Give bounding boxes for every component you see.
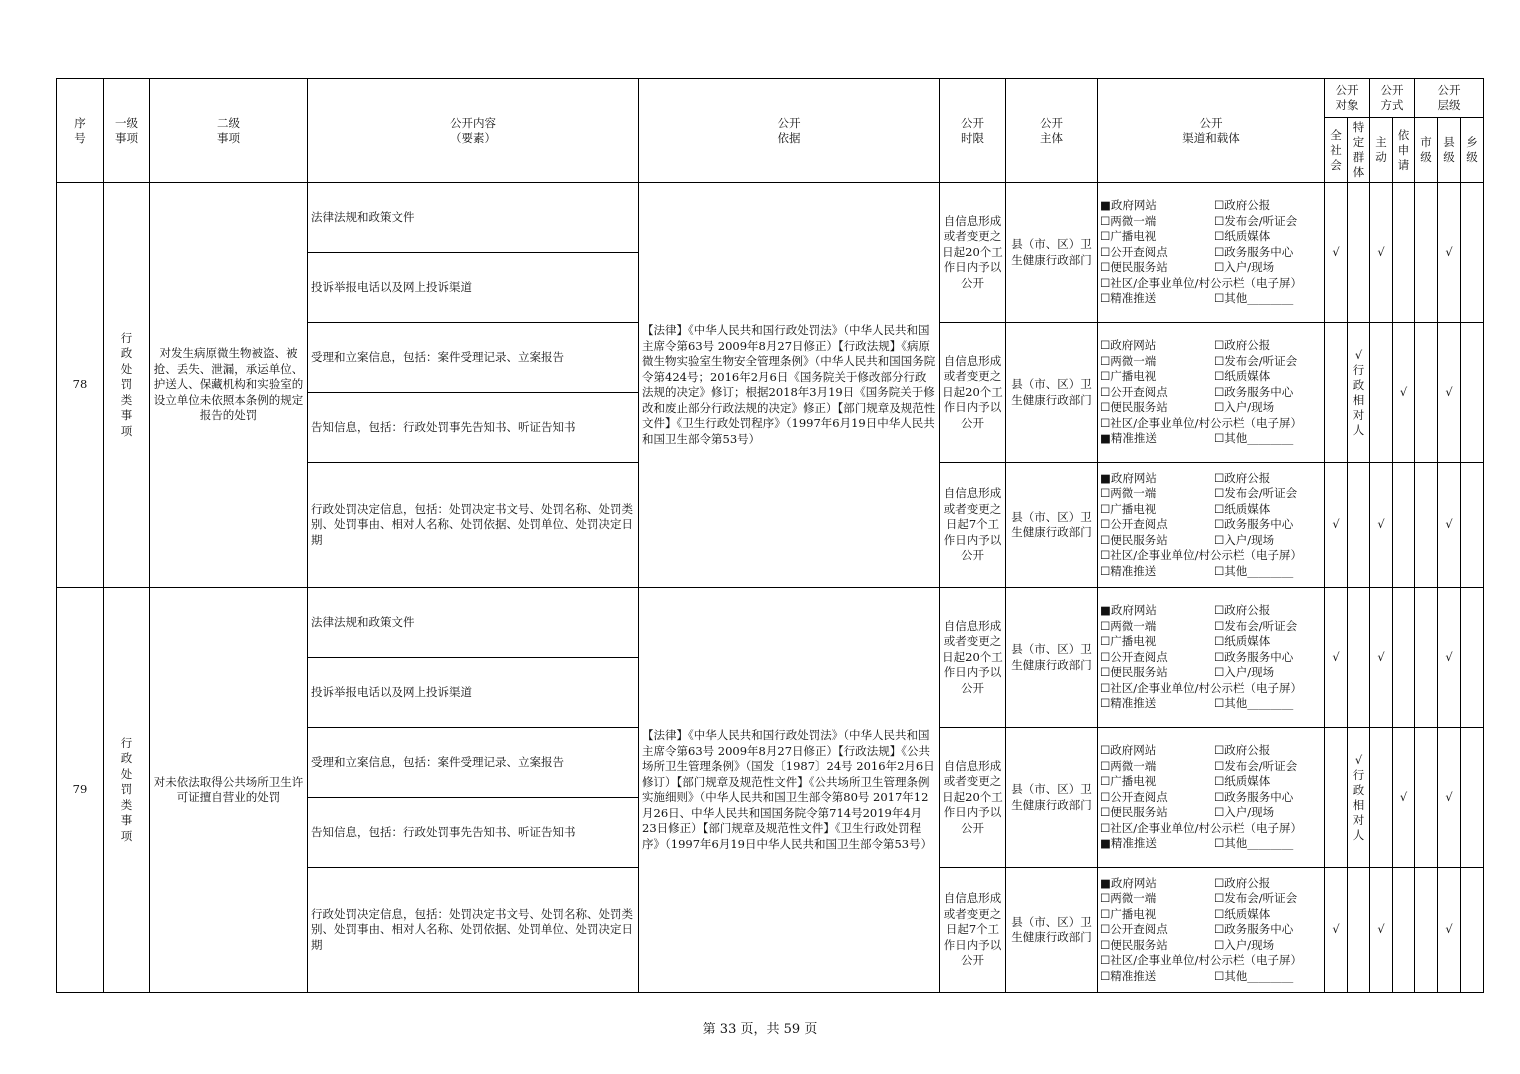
disclosure-channels xyxy=(1098,463,1325,588)
channel-option: ■政府网站 xyxy=(1100,470,1157,485)
channel-option: ☐公开查阅点 xyxy=(1100,384,1168,399)
target-all-cell xyxy=(1325,728,1348,868)
channel-row xyxy=(1100,229,1322,245)
header-target: 公开 对象 xyxy=(1325,79,1370,118)
footer-mid: 页，共 xyxy=(740,1022,780,1037)
channel-row xyxy=(1100,338,1322,354)
channel-option: ☐发布会/听证会 xyxy=(1214,618,1298,633)
target-specific-cell xyxy=(1348,183,1370,323)
target-specific-cell xyxy=(1348,323,1370,463)
level1-char: 政 xyxy=(120,751,133,766)
channel-row xyxy=(1100,533,1322,549)
disclosure-channels xyxy=(1098,323,1325,463)
channel-option: ☐发布会/听证会 xyxy=(1214,213,1298,228)
channel-option: ☐精准推送 xyxy=(1100,563,1157,578)
specific-char: 行 xyxy=(1352,767,1365,782)
level1-char: 类 xyxy=(120,392,133,407)
channel-row xyxy=(1100,969,1322,985)
disclosure-channels xyxy=(1098,868,1325,993)
channel-option: ☐其他________ xyxy=(1214,696,1294,711)
channel-option: ☐发布会/听证会 xyxy=(1214,891,1298,906)
disclosure-subject: 县（市、区）卫生健康行政部门 xyxy=(1006,463,1098,588)
channel-option: ☐公开查阅点 xyxy=(1100,517,1168,532)
channel-option: ☐便民服务站 xyxy=(1100,937,1168,952)
channel-row xyxy=(1100,876,1322,892)
channel-option: ☐发布会/听证会 xyxy=(1214,758,1298,773)
channel-row xyxy=(1100,502,1322,518)
channel-row xyxy=(1100,385,1322,401)
level-town-cell xyxy=(1461,868,1484,993)
channel-option: ☐精准推送 xyxy=(1100,291,1157,306)
target-all-cell: √ xyxy=(1325,588,1348,728)
channel-option: ☐政务服务中心 xyxy=(1214,517,1294,532)
footer-total-pages: 59 xyxy=(783,1022,801,1037)
channel-row xyxy=(1100,471,1322,487)
channel-option: ☐公开查阅点 xyxy=(1100,922,1168,937)
mode-active-cell: √ xyxy=(1370,588,1393,728)
channel-option: ☐便民服务站 xyxy=(1100,260,1168,275)
channel-row xyxy=(1100,603,1322,619)
disclosure-channels xyxy=(1098,728,1325,868)
mode-request-cell xyxy=(1393,463,1415,588)
channel-row xyxy=(1100,759,1322,775)
level1-char: 处 xyxy=(120,766,133,781)
header-content: 公开内容 （要素） xyxy=(308,79,639,183)
channel-option: ☐纸质媒体 xyxy=(1214,906,1271,921)
mode-active-cell xyxy=(1370,728,1393,868)
record-level1 xyxy=(104,183,150,588)
header-basis: 公开 依据 xyxy=(639,79,940,183)
disclosure-channels xyxy=(1098,183,1325,323)
channel-option: ☐政府公报 xyxy=(1214,198,1271,213)
content-item: 投诉举报电话以及网上投诉渠道 xyxy=(308,658,639,728)
target-all-cell: √ xyxy=(1325,183,1348,323)
level1-char: 行 xyxy=(120,330,133,345)
channel-row xyxy=(1100,938,1322,954)
level1-char: 政 xyxy=(120,346,133,361)
level-county-cell: √ xyxy=(1438,323,1461,463)
channel-row xyxy=(1100,245,1322,261)
level-city-cell xyxy=(1415,728,1438,868)
record-basis: 【法律】《中华人民共和国行政处罚法》（中华人民共和国主席令第63号 2009年8月27日修正）【行政法规】《公共场所卫生管理条例》（国发〔1987〕24号 2016年2月6日修订）【部门规章及规范性文件】《公共场所卫生管理条例实施细则》（中华人民共和国卫生部令第80号 2017年12月26日、中华人民共和国国务院令第714号2019年4月23日修正）【部门规章及规范性文件】《卫生行政处罚程序》（1997年6月19日中华人民共和国卫生部令第53号） xyxy=(639,588,940,993)
channel-row xyxy=(1100,790,1322,806)
level-town-cell xyxy=(1461,463,1484,588)
disclosure-subject: 县（市、区）卫生健康行政部门 xyxy=(1006,183,1098,323)
channel-option: ☐入户/现场 xyxy=(1214,937,1275,952)
header-level-city: 市 级 xyxy=(1415,118,1438,183)
channel-row xyxy=(1100,260,1322,276)
records-body xyxy=(57,183,1484,993)
header-target-all: 全 社 会 xyxy=(1325,118,1348,183)
channel-option: ☐发布会/听证会 xyxy=(1214,486,1298,501)
channel-option: ☐两微一端 xyxy=(1100,891,1157,906)
channel-row xyxy=(1100,564,1322,580)
channel-option: ☐入户/现场 xyxy=(1214,805,1275,820)
content-item: 行政处罚决定信息，包括：处罚决定书文号、处罚名称、处罚类别、处罚事由、相对人名称、处罚依据、处罚单位、处罚决定日期 xyxy=(308,463,639,588)
channel-option: ☐发布会/听证会 xyxy=(1214,353,1298,368)
channel-option: ☐入户/现场 xyxy=(1214,532,1275,547)
disclosure-table xyxy=(56,78,1484,993)
content-item: 受理和立案信息，包括：案件受理记录、立案报告 xyxy=(308,728,639,798)
channel-option: ☐便民服务站 xyxy=(1100,400,1168,415)
channel-row xyxy=(1100,634,1322,650)
header-mode-request: 依 申 请 xyxy=(1393,118,1415,183)
specific-char: 政 xyxy=(1352,782,1365,797)
specific-char: 对 xyxy=(1352,812,1365,827)
channel-option: ■精准推送 xyxy=(1100,836,1157,851)
channel-row xyxy=(1100,696,1322,712)
header-mode: 公开 方式 xyxy=(1370,79,1415,118)
level1-char: 项 xyxy=(120,423,133,438)
channel-option: ☐其他________ xyxy=(1214,836,1294,851)
channel-option: ☐入户/现场 xyxy=(1214,260,1275,275)
level-town-cell xyxy=(1461,728,1484,868)
channel-row xyxy=(1100,486,1322,502)
mode-request-cell: √ xyxy=(1393,323,1415,463)
channel-row xyxy=(1100,517,1322,533)
channel-option: ☐广播电视 xyxy=(1100,906,1157,921)
channel-option: ☐精准推送 xyxy=(1100,696,1157,711)
channel-option: ☐公开查阅点 xyxy=(1100,649,1168,664)
level-city-cell xyxy=(1415,463,1438,588)
mode-request-cell xyxy=(1393,868,1415,993)
channel-option: ☐社区/企事业单位/村公示栏（电子屏） xyxy=(1100,680,1303,695)
channel-option: ☐公开查阅点 xyxy=(1100,244,1168,259)
level1-char: 事 xyxy=(120,408,133,423)
header-period: 公开 时限 xyxy=(940,79,1006,183)
level-city-cell xyxy=(1415,868,1438,993)
table-row xyxy=(57,588,1484,658)
specific-char: √ xyxy=(1354,347,1363,362)
level-county-cell: √ xyxy=(1438,728,1461,868)
record-seq: 78 xyxy=(57,183,104,588)
channel-row xyxy=(1100,400,1322,416)
channel-option: ■精准推送 xyxy=(1100,431,1157,446)
channel-row xyxy=(1100,198,1322,214)
header-level1: 一级 事项 xyxy=(104,79,150,183)
channel-option: ☐社区/企事业单位/村公示栏（电子屏） xyxy=(1100,275,1303,290)
level-city-cell xyxy=(1415,323,1438,463)
footer-prefix: 第 xyxy=(702,1022,716,1037)
channel-option: ☐便民服务站 xyxy=(1100,532,1168,547)
channel-row xyxy=(1100,619,1322,635)
record-seq: 79 xyxy=(57,588,104,993)
channel-option: ☐政府公报 xyxy=(1214,603,1271,618)
content-item: 行政处罚决定信息，包括：处罚决定书文号、处罚名称、处罚类别、处罚事由、相对人名称、处罚依据、处罚单位、处罚决定日期 xyxy=(308,868,639,993)
target-specific-cell xyxy=(1348,728,1370,868)
channel-option: ■政府网站 xyxy=(1100,198,1157,213)
channel-option: ☐两微一端 xyxy=(1100,758,1157,773)
channel-option: ☐便民服务站 xyxy=(1100,805,1168,820)
channel-option: ☐入户/现场 xyxy=(1214,400,1275,415)
header-level: 公开 层级 xyxy=(1415,79,1484,118)
content-item: 告知信息，包括：行政处罚事先告知书、听证告知书 xyxy=(308,393,639,463)
channel-option: ☐广播电视 xyxy=(1100,501,1157,516)
channel-option: ☐精准推送 xyxy=(1100,968,1157,983)
mode-request-cell: √ xyxy=(1393,728,1415,868)
channel-option: ☐政府公报 xyxy=(1214,470,1271,485)
specific-char: 人 xyxy=(1352,827,1365,842)
channel-option: ☐入户/现场 xyxy=(1214,665,1275,680)
channel-option: ☐社区/企事业单位/村公示栏（电子屏） xyxy=(1100,415,1303,430)
mode-request-cell xyxy=(1393,183,1415,323)
content-item: 告知信息，包括：行政处罚事先告知书、听证告知书 xyxy=(308,798,639,868)
content-item: 法律法规和政策文件 xyxy=(308,183,639,253)
level-county-cell: √ xyxy=(1438,868,1461,993)
level1-char: 事 xyxy=(120,813,133,828)
channel-row xyxy=(1100,836,1322,852)
channel-option: ■政府网站 xyxy=(1100,875,1157,890)
level-city-cell xyxy=(1415,183,1438,323)
channel-option: ☐社区/企事业单位/村公示栏（电子屏） xyxy=(1100,953,1303,968)
channel-option: ☐两微一端 xyxy=(1100,486,1157,501)
channel-row xyxy=(1100,665,1322,681)
footer-page-number: 33 xyxy=(719,1022,737,1037)
specific-char: 相 xyxy=(1352,392,1365,407)
specific-char: 人 xyxy=(1352,422,1365,437)
footer-suffix: 页 xyxy=(804,1022,818,1037)
header-channel: 公开 渠道和载体 xyxy=(1098,79,1325,183)
channel-option: ☐纸质媒体 xyxy=(1214,501,1271,516)
target-all-cell: √ xyxy=(1325,868,1348,993)
channel-option: ☐其他________ xyxy=(1214,968,1294,983)
disclosure-period: 自信息形成或者变更之日起20个工作日内予以公开 xyxy=(940,323,1006,463)
channel-option: ☐其他________ xyxy=(1214,291,1294,306)
channel-option: ☐社区/企事业单位/村公示栏（电子屏） xyxy=(1100,820,1303,835)
target-specific-cell xyxy=(1348,463,1370,588)
channel-option: ☐广播电视 xyxy=(1100,369,1157,384)
channel-option: ☐两微一端 xyxy=(1100,213,1157,228)
target-all-cell xyxy=(1325,323,1348,463)
mode-active-cell: √ xyxy=(1370,183,1393,323)
channel-row xyxy=(1100,743,1322,759)
disclosure-period: 自信息形成或者变更之日起20个工作日内予以公开 xyxy=(940,183,1006,323)
channel-option: ☐政府公报 xyxy=(1214,338,1271,353)
channel-row xyxy=(1100,431,1322,447)
channel-option: ☐其他________ xyxy=(1214,563,1294,578)
channel-option: ☐广播电视 xyxy=(1100,229,1157,244)
channel-option: ☐其他________ xyxy=(1214,431,1294,446)
disclosure-channels xyxy=(1098,588,1325,728)
disclosure-period: 自信息形成或者变更之日起7个工作日内予以公开 xyxy=(940,463,1006,588)
mode-active-cell xyxy=(1370,323,1393,463)
channel-option: ☐广播电视 xyxy=(1100,774,1157,789)
level-town-cell xyxy=(1461,183,1484,323)
channel-row xyxy=(1100,891,1322,907)
content-item: 投诉举报电话以及网上投诉渠道 xyxy=(308,253,639,323)
disclosure-period: 自信息形成或者变更之日起20个工作日内予以公开 xyxy=(940,728,1006,868)
channel-option: ☐两微一端 xyxy=(1100,618,1157,633)
level1-char: 项 xyxy=(120,828,133,843)
channel-option: ☐政务服务中心 xyxy=(1214,384,1294,399)
channel-option: ☐政府网站 xyxy=(1100,338,1157,353)
target-all-cell: √ xyxy=(1325,463,1348,588)
table-row xyxy=(57,183,1484,253)
level1-char: 类 xyxy=(120,797,133,812)
channel-option: ☐纸质媒体 xyxy=(1214,774,1271,789)
level1-char: 行 xyxy=(120,735,133,750)
record-level2: 对发生病原微生物被盗、被抢、丢失、泄漏，承运单位、护送人、保藏机构和实验室的设立单位未依照本条例的规定报告的处罚 xyxy=(150,183,308,588)
channel-option: ☐政府公报 xyxy=(1214,743,1271,758)
channel-row xyxy=(1100,354,1322,370)
record-level2: 对未依法取得公共场所卫生许可证擅自营业的处罚 xyxy=(150,588,308,993)
page-footer xyxy=(0,1018,1520,1037)
specific-char: √ xyxy=(1354,752,1363,767)
disclosure-subject: 县（市、区）卫生健康行政部门 xyxy=(1006,323,1098,463)
content-item: 法律法规和政策文件 xyxy=(308,588,639,658)
disclosure-period: 自信息形成或者变更之日起7个工作日内予以公开 xyxy=(940,868,1006,993)
level-county-cell: √ xyxy=(1438,463,1461,588)
channel-option: ☐政务服务中心 xyxy=(1214,922,1294,937)
level1-char: 处 xyxy=(120,361,133,376)
channel-row xyxy=(1100,369,1322,385)
level1-char: 罚 xyxy=(120,377,133,392)
target-specific-cell xyxy=(1348,868,1370,993)
disclosure-subject: 县（市、区）卫生健康行政部门 xyxy=(1006,588,1098,728)
channel-option: ☐政务服务中心 xyxy=(1214,649,1294,664)
channel-row xyxy=(1100,774,1322,790)
channel-option: ☐纸质媒体 xyxy=(1214,229,1271,244)
channel-option: ☐社区/企事业单位/村公示栏（电子屏） xyxy=(1100,548,1303,563)
specific-char: 对 xyxy=(1352,407,1365,422)
channel-option: ☐纸质媒体 xyxy=(1214,634,1271,649)
channel-row xyxy=(1100,650,1322,666)
level1-char: 罚 xyxy=(120,782,133,797)
header-seq: 序 号 xyxy=(57,79,104,183)
header-mode-active: 主 动 xyxy=(1370,118,1393,183)
header-level-county: 县 级 xyxy=(1438,118,1461,183)
mode-active-cell: √ xyxy=(1370,868,1393,993)
level-town-cell xyxy=(1461,588,1484,728)
header-target-specific: 特 定 群 体 xyxy=(1348,118,1370,183)
channel-option: ■政府网站 xyxy=(1100,603,1157,618)
target-specific-cell xyxy=(1348,588,1370,728)
channel-row xyxy=(1100,922,1322,938)
content-item: 受理和立案信息，包括：案件受理记录、立案报告 xyxy=(308,323,639,393)
header-level2: 二级 事项 xyxy=(150,79,308,183)
disclosure-subject: 县（市、区）卫生健康行政部门 xyxy=(1006,728,1098,868)
disclosure-period: 自信息形成或者变更之日起20个工作日内予以公开 xyxy=(940,588,1006,728)
disclosure-subject: 县（市、区）卫生健康行政部门 xyxy=(1006,868,1098,993)
record-level1 xyxy=(104,588,150,993)
channel-row xyxy=(1100,805,1322,821)
channel-row xyxy=(1100,907,1322,923)
record-basis: 【法律】《中华人民共和国行政处罚法》（中华人民共和国主席令第63号 2009年8月27日修正）【行政法规】《病原微生物实验室生物安全管理条例》（中华人民共和国国务院令第424号；2016年2月6日《国务院关于修改部分行政法规的决定》修订；根据2018年3月19日《国务院关于修改和废止部分行政法规的决定》修正）【部门规章及规范性文件】《卫生行政处罚程序》（1997年6月19日中华人民共和国卫生部令第53号） xyxy=(639,183,940,588)
specific-char: 政 xyxy=(1352,377,1365,392)
header-subject: 公开 主体 xyxy=(1006,79,1098,183)
channel-row xyxy=(1100,291,1322,307)
channel-option: ☐两微一端 xyxy=(1100,353,1157,368)
channel-option: ☐公开查阅点 xyxy=(1100,789,1168,804)
channel-option: ☐政府公报 xyxy=(1214,875,1271,890)
channel-option: ☐便民服务站 xyxy=(1100,665,1168,680)
mode-active-cell: √ xyxy=(1370,463,1393,588)
specific-char: 相 xyxy=(1352,797,1365,812)
level-city-cell xyxy=(1415,588,1438,728)
mode-request-cell xyxy=(1393,588,1415,728)
channel-option: ☐政务服务中心 xyxy=(1214,789,1294,804)
channel-option: ☐政府网站 xyxy=(1100,743,1157,758)
channel-option: ☐广播电视 xyxy=(1100,634,1157,649)
channel-row xyxy=(1100,214,1322,230)
level-county-cell: √ xyxy=(1438,588,1461,728)
channel-option: ☐纸质媒体 xyxy=(1214,369,1271,384)
level-town-cell xyxy=(1461,323,1484,463)
level-county-cell: √ xyxy=(1438,183,1461,323)
specific-char: 行 xyxy=(1352,362,1365,377)
header-level-town: 乡 级 xyxy=(1461,118,1484,183)
channel-option: ☐政务服务中心 xyxy=(1214,244,1294,259)
